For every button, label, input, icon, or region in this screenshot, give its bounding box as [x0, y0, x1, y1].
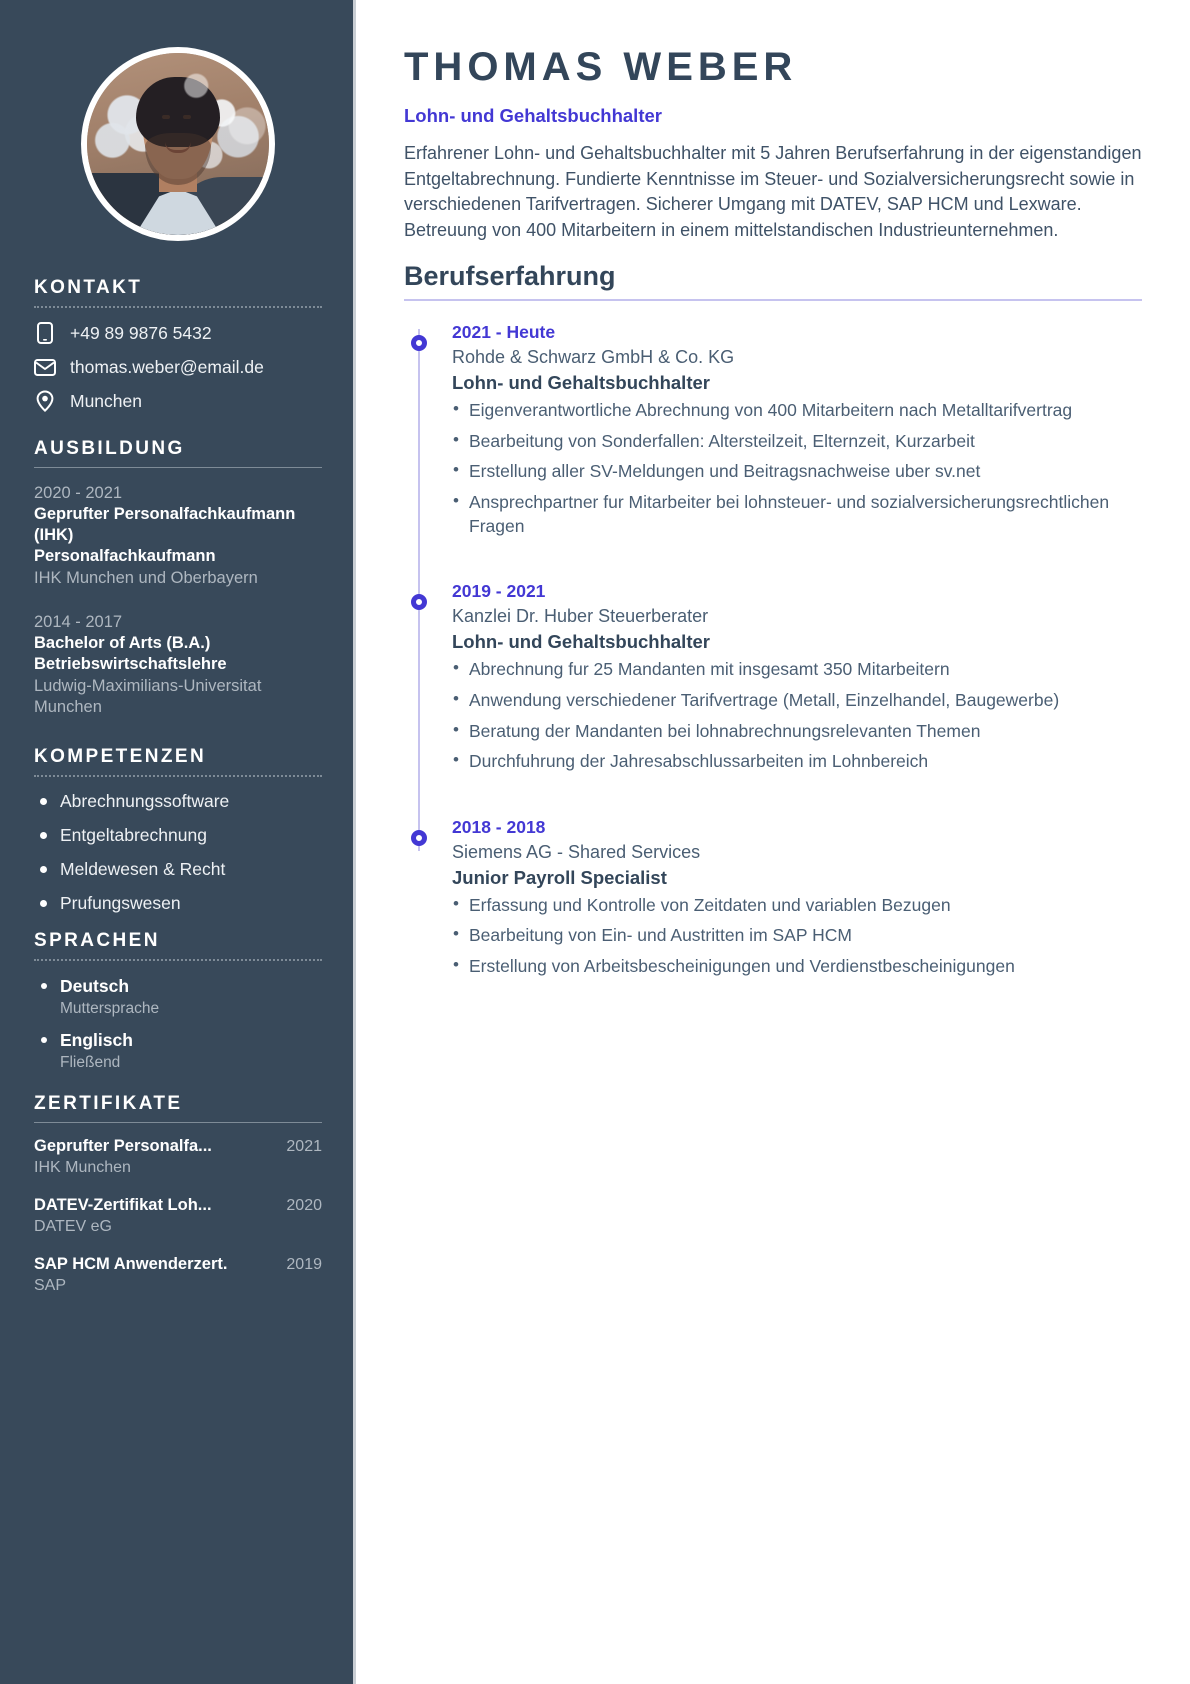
certificates-section: [0, 1093, 356, 1296]
experience-bullet: • Erstellung aller SV-Meldungen und Beitragsnachweise uber sv.net: [452, 460, 1142, 484]
certificate-issuer: IHK Munchen: [34, 1159, 131, 1177]
certificate-issuer: DATEV eG: [34, 1218, 112, 1236]
experience-role: Lohn- und Gehaltsbuchhalter: [452, 372, 710, 394]
contact-location-row[interactable]: [34, 390, 322, 412]
contact-divider: [34, 306, 322, 308]
certificate-year: 2020: [286, 1197, 322, 1215]
language-item: [34, 975, 322, 1020]
experience-bullet: • Durchfuhrung der Jahresabschlussarbeiten im Lohnbereich: [452, 750, 1142, 774]
certificate-header: [34, 1255, 322, 1274]
page-title: THOMAS WEBER: [404, 45, 798, 89]
certificate-item: [34, 1137, 322, 1179]
phone-icon: [34, 322, 56, 344]
skill-item: Entgeltabrechnung: [34, 825, 322, 846]
experience-date: 2019 - 2021: [452, 581, 546, 602]
certificates-section-title: ZERTIFIKATE: [34, 1093, 183, 1115]
contact-section-title: KONTAKT: [34, 277, 143, 298]
experience-bullet: • Eigenverantwortliche Abrechnung von 400 Mitarbeitern nach Metalltarifvertrag: [452, 399, 1142, 423]
education-degree: Bachelor of Arts (B.A.): [34, 634, 211, 653]
timeline-dot-icon: [411, 830, 427, 846]
experience-item: [452, 580, 1142, 774]
experience-company: Kanzlei Dr. Huber Steuerberater: [452, 606, 709, 627]
certificate-item: [34, 1196, 322, 1238]
experience-role: Junior Payroll Specialist: [452, 866, 667, 888]
languages-list: [34, 975, 322, 1073]
job-title: Lohn- und Gehaltsbuchhalter: [404, 105, 662, 126]
language-name: Deutsch: [60, 976, 130, 997]
certificate-name: DATEV-Zertifikat Loh...: [34, 1196, 212, 1215]
contact-phone-value: +49 89 9876 5432: [70, 322, 212, 343]
experience-timeline: [404, 321, 1142, 979]
experience-bullet: • Erstellung von Arbeitsbescheinigungen und Verdienstbescheinigungen: [452, 955, 1142, 979]
skills-section: [0, 746, 356, 914]
language-level: Muttersprache: [60, 1000, 160, 1018]
main-content: [356, 0, 1190, 1684]
experience-bullet: • Anwendung verschiedener Tarifvertrage (Metall, Einzelhandel, Baugewerbe): [452, 689, 1142, 713]
experience-bullets: [452, 399, 1142, 538]
language-level: Fließend: [60, 1053, 121, 1071]
experience-date: 2021 - Heute: [452, 322, 556, 343]
timeline-dot-icon: [411, 594, 427, 610]
experience-company: Rohde & Schwarz GmbH & Co. KG: [452, 346, 735, 367]
education-degree: Geprufter Personalfachkaufmann (IHK): [34, 505, 296, 545]
avatar-highlights: [87, 53, 269, 235]
language-item: [34, 1029, 322, 1074]
timeline-dot-icon: [411, 335, 427, 351]
experience-bullet: • Ansprechpartner fur Mitarbeiter bei lohnsteuer- und sozialversicherungsrechtlichen Fragen: [452, 491, 1142, 538]
avatar-container: [0, 0, 356, 251]
contact-phone-row[interactable]: [34, 322, 322, 344]
experience-date: 2018 - 2018: [452, 816, 546, 837]
languages-section-title: SPRACHEN: [34, 930, 160, 952]
education-date: 2020 - 2021: [34, 484, 123, 502]
experience-item: [452, 321, 1142, 538]
education-section: [0, 438, 356, 718]
skill-item: Abrechnungssoftware: [34, 791, 322, 812]
contact-email-value: thomas.weber@email.de: [70, 356, 264, 377]
certificate-year: 2019: [286, 1255, 322, 1273]
languages-divider: [34, 959, 322, 961]
education-school: Ludwig-Maximilians-Universitat Munchen: [34, 676, 262, 716]
experience-bullets: [452, 894, 1142, 979]
certificate-name: SAP HCM Anwenderzert.: [34, 1254, 228, 1273]
skill-item: Prufungswesen: [34, 893, 322, 914]
education-school: IHK Munchen und Oberbayern: [34, 568, 258, 587]
experience-bullet: • Bearbeitung von Sonderfallen: Altersteilzeit, Elternzeit, Kurzarbeit: [452, 430, 1142, 454]
education-item: [34, 482, 322, 589]
profile-summary: Erfahrener Lohn- und Gehaltsbuchhalter mit 5 Jahren Berufserfahrung in der eigenstandigen Entgeltabrechnung. Fundierte Kenntnisse im Steuer- und Sozialversicherungsrecht sowie in verschiedenen Tarifvertragen. Sicherer Umgang mit DATEV, SAP HCM und Lexware. Betreuung von 400 Mitarbeitern in einem mittelstandischen Industrieunternehmen.: [404, 143, 1142, 240]
education-field: Betriebswirtschaftslehre: [34, 655, 227, 674]
skill-item: Meldewesen & Recht: [34, 859, 322, 880]
certificate-item: [34, 1255, 322, 1297]
skills-section-title: KOMPETENZEN: [34, 746, 207, 768]
certificate-header: [34, 1196, 322, 1215]
education-section-title: AUSBILDUNG: [34, 438, 185, 459]
experience-role: Lohn- und Gehaltsbuchhalter: [452, 631, 710, 653]
certificate-header: [34, 1137, 322, 1156]
education-field: Personalfachkaufmann: [34, 547, 216, 566]
education-date: 2014 - 2017: [34, 613, 123, 632]
certificate-name: Geprufter Personalfa...: [34, 1137, 212, 1156]
skills-list: [34, 791, 322, 914]
experience-bullets: [452, 658, 1142, 774]
contact-location-value: Munchen: [70, 390, 142, 411]
experience-divider: [404, 299, 1142, 301]
avatar: [81, 47, 275, 241]
experience-bullet: • Beratung der Mandanten bei lohnabrechnungsrelevanten Themen: [452, 720, 1142, 744]
certificates-divider: [34, 1122, 322, 1123]
certificate-year: 2021: [286, 1138, 322, 1156]
experience-section-title: Berufserfahrung: [404, 261, 616, 292]
sidebar: [0, 0, 356, 1684]
language-name: Englisch: [60, 1029, 133, 1050]
certificate-issuer: SAP: [34, 1276, 67, 1294]
email-icon: [34, 356, 56, 378]
contact-section: [0, 277, 356, 412]
experience-bullet: • Bearbeitung von Ein- und Austritten im SAP HCM: [452, 924, 1142, 948]
skills-divider: [34, 775, 322, 777]
experience-bullet: • Abrechnung fur 25 Mandanten mit insgesamt 350 Mitarbeitern: [452, 658, 1142, 682]
contact-email-row[interactable]: [34, 356, 322, 378]
education-item: [34, 611, 322, 718]
experience-company: Siemens AG - Shared Services: [452, 841, 701, 862]
education-divider: [34, 467, 322, 468]
experience-bullet: • Erfassung und Kontrolle von Zeitdaten und variablen Bezugen: [452, 894, 1142, 918]
experience-item: [452, 816, 1142, 979]
languages-section: [0, 930, 356, 1073]
location-pin-icon: [34, 390, 56, 412]
